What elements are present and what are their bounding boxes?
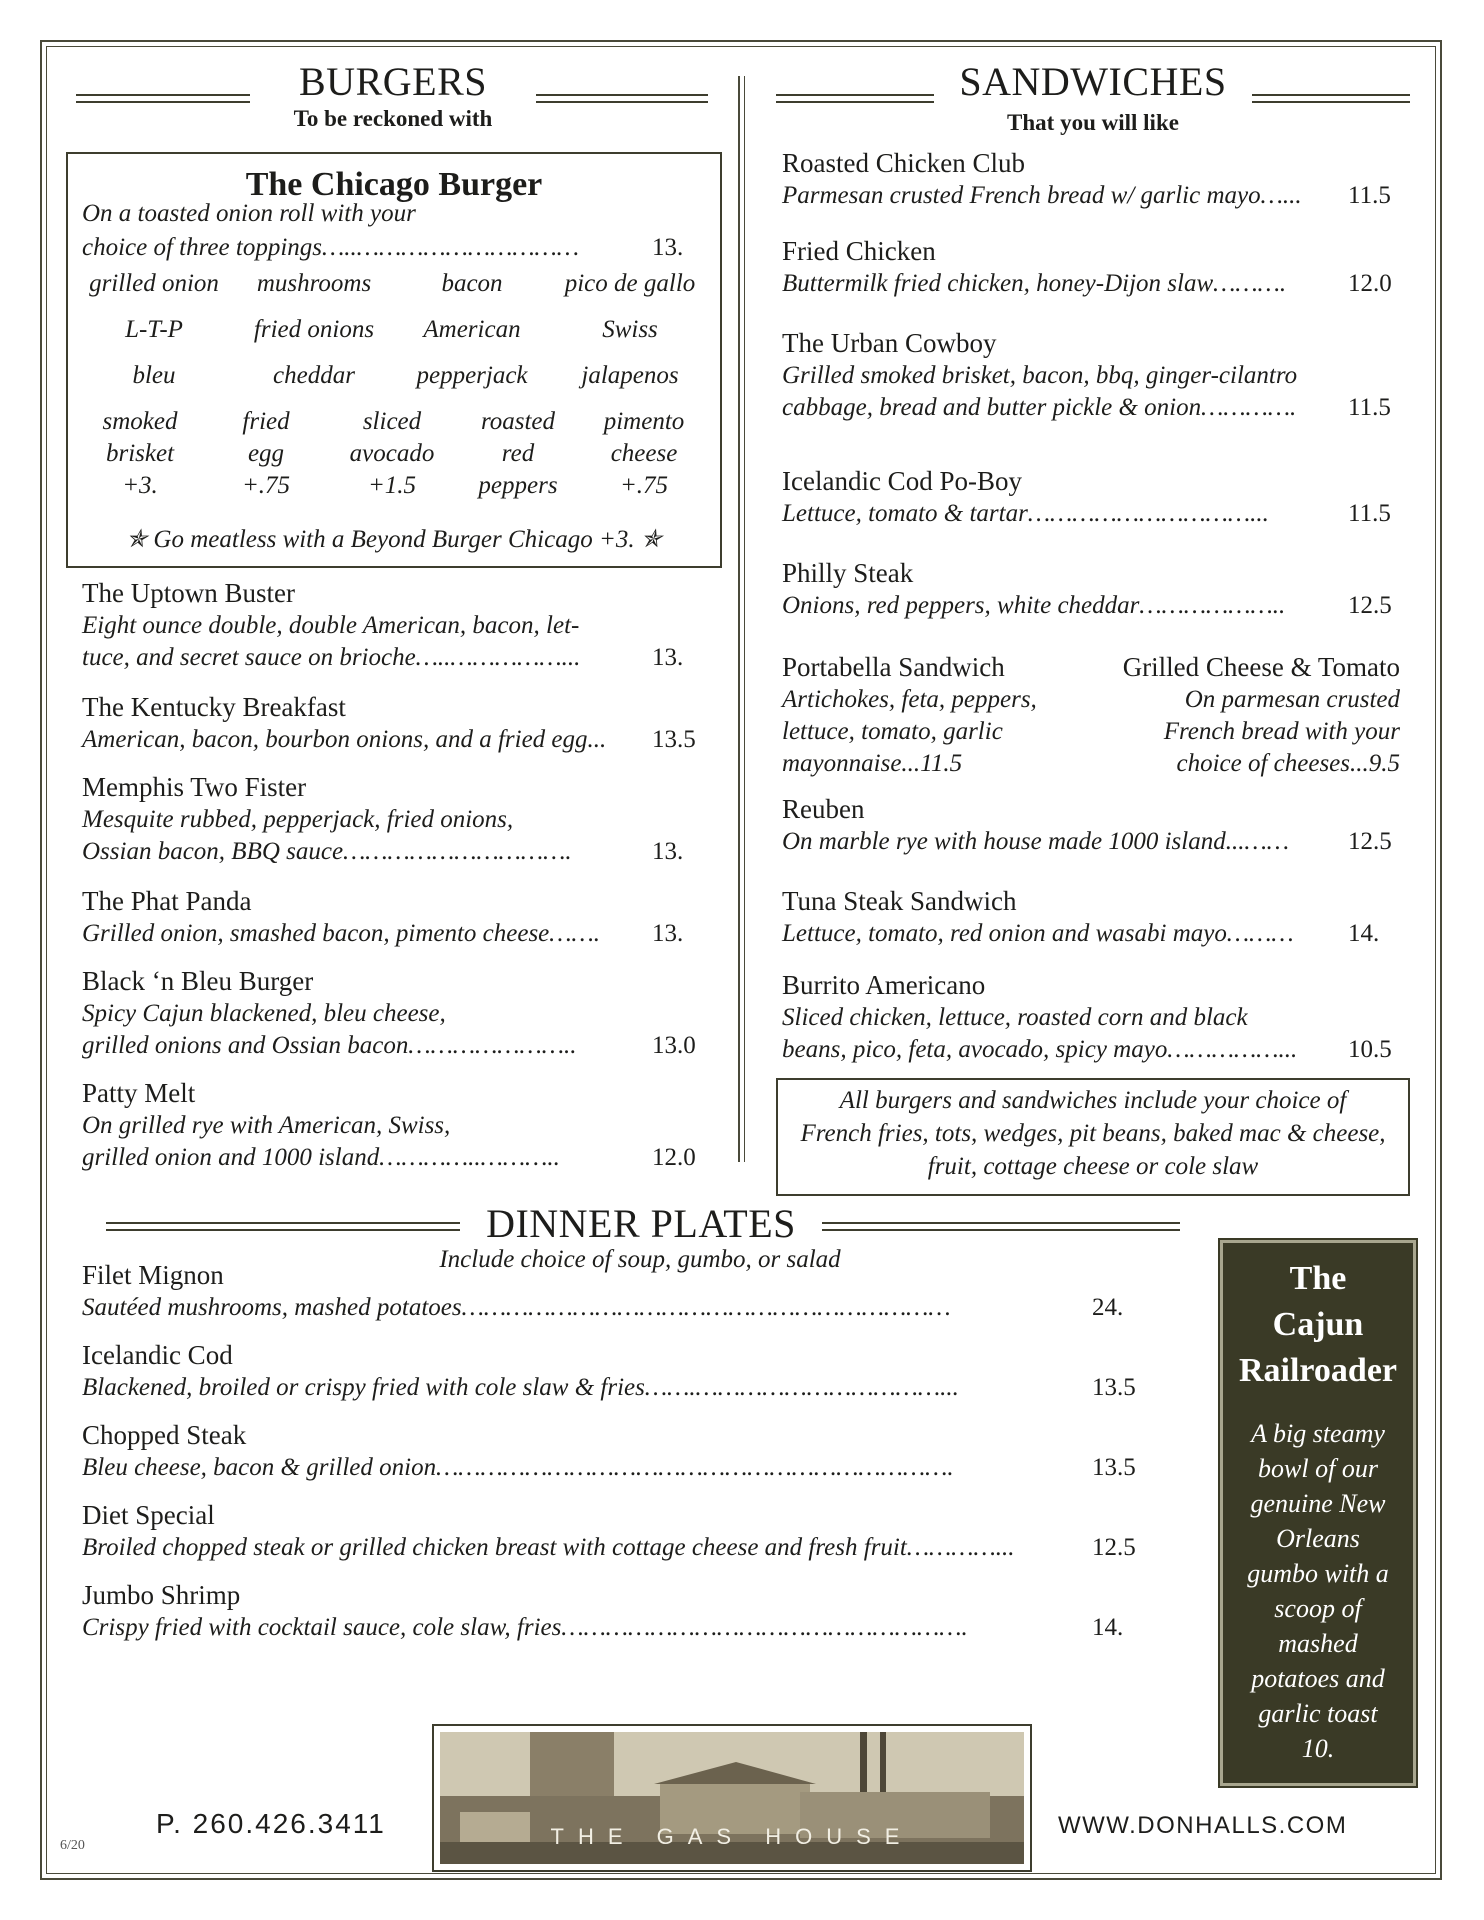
dinner-title: DINNER PLATES [486, 1201, 796, 1246]
menu-item: Filet Mignon Sautéed mushrooms, mashed potatoes………………………………………………………… [82, 1260, 951, 1321]
topping: bleu [132, 362, 176, 389]
extra-topping: pimento cheese +.75 [603, 408, 685, 499]
cajun-railroader-title: The Cajun Railroader [1238, 1260, 1397, 1389]
dinner-rule-right [822, 1222, 1180, 1231]
item-price: 14. [1092, 1614, 1124, 1641]
topping: L-T-P [125, 316, 183, 343]
item-price: 24. [1092, 1294, 1124, 1321]
item-price: 13.5 [1092, 1374, 1136, 1401]
item-price: 12.0 [652, 1144, 696, 1171]
item-price: 13.5 [652, 726, 696, 753]
date-code: 6/20 [60, 1838, 85, 1853]
item-price: 11.5 [1348, 182, 1391, 209]
menu-item: Fried Chicken Buttermilk fried chicken, honey-Dijon slaw………. [782, 236, 1287, 297]
topping: American [423, 316, 521, 343]
topping: pepperjack [416, 362, 528, 389]
chicago-desc-line1: On a toasted onion roll with your [82, 200, 416, 227]
column-divider [738, 76, 740, 1162]
menu-item: The Uptown Buster Eight ounce double, double American, bacon, let- tuce, and secret sauce on brioche…..……………... [82, 578, 581, 671]
menu-item: Icelandic Cod Po-Boy Lettuce, tomato & tartar…………………………... [782, 466, 1269, 527]
extra-topping: fried egg +.75 [241, 408, 291, 499]
photo-caption: THE GAS HOUSE [550, 1824, 914, 1849]
item-price: 14. [1348, 920, 1380, 947]
item-price: 13. [652, 838, 684, 865]
menu-item: Chopped Steak Bleu cheese, bacon & grilled onion……………………………………………………………. [82, 1420, 954, 1481]
item-price: 10.5 [1348, 1036, 1392, 1063]
menu-item: Tuna Steak Sandwich Lettuce, tomato, red onion and wasabi mayo……… [782, 886, 1294, 947]
topping: fried onions [253, 316, 375, 343]
sandwiches-rule-left [776, 94, 934, 103]
menu-item: Burrito Americano Sliced chicken, lettuce, roasted corn and black beans, pico, feta, avocado, spicy mayo……………... [782, 970, 1298, 1063]
item-price: 13.0 [652, 1032, 696, 1059]
topping: Swiss [602, 316, 658, 343]
dinner-subtitle: Include choice of soup, gumbo, or salad [439, 1246, 841, 1273]
item-price: 12.5 [1348, 592, 1392, 619]
menu-item: Memphis Two Fister Mesquite rubbed, pepperjack, fried onions, Ossian bacon, BBQ sauce…………………………. [82, 772, 572, 865]
menu-item: Philly Steak Onions, red peppers, white cheddar……………….. [782, 558, 1286, 619]
item-price: 11.5 [1348, 394, 1391, 421]
item-price: 11.5 [1348, 500, 1391, 527]
topping: bacon [441, 270, 503, 297]
extra-topping: smoked brisket +3. [102, 408, 178, 499]
gas-house-photo [432, 1724, 1032, 1872]
sides-note: All burgers and sandwiches include your choice of French fries, tots, wedges, pit beans, baked mac & cheese, fruit, cottage cheese or cole slaw [800, 1087, 1386, 1180]
chicago-price: 13. [652, 234, 684, 261]
item-price: 13.5 [1092, 1454, 1136, 1481]
item-price: 12.5 [1348, 828, 1392, 855]
burgers-subtitle: To be reckoned with [293, 106, 493, 131]
menu-item: Jumbo Shrimp Crispy fried with cocktail sauce, cole slaw, fries………………………………………………. [82, 1580, 968, 1641]
column-divider-inner [744, 76, 745, 1162]
item-price: 12.0 [1348, 270, 1392, 297]
burgers-title: BURGERS [299, 59, 487, 104]
sandwiches-subtitle: That you will like [1007, 110, 1179, 135]
item-price: 12.5 [1092, 1534, 1136, 1561]
sandwiches-rule-right [1252, 94, 1410, 103]
dinner-rule-left [106, 1222, 460, 1231]
phone-number: P. 260.426.3411 [156, 1808, 386, 1839]
chicago-desc-line2: choice of three toppings…..………………………… [82, 234, 580, 261]
topping: grilled onion [89, 270, 219, 297]
item-price: 13. [652, 920, 684, 947]
cajun-railroader-desc: A big steamy bowl of our genuine New Orleans gumbo with a scoop of mashed potatoes and garlic toast 10. [1247, 1419, 1389, 1763]
extra-topping: roasted red peppers [478, 408, 558, 499]
menu-item: The Phat Panda Grilled onion, smashed bacon, pimento cheese……. [82, 886, 600, 947]
menu-item: Patty Melt On grilled rye with American, Swiss, grilled onion and 1000 island…………..……….. [82, 1078, 560, 1171]
menu-item: The Kentucky Breakfast American, bacon, bourbon onions, and a fried egg... [82, 692, 607, 753]
topping: pico de gallo [564, 270, 696, 297]
menu-item-grilled-cheese: Grilled Cheese & Tomato On parmesan crusted French bread with your choice of cheeses...9.5 [1122, 652, 1400, 777]
menu-item: The Urban Cowboy Grilled smoked brisket, bacon, bbq, ginger-cilantro cabbage, bread and butter pickle & onion…………. [782, 328, 1298, 421]
extra-topping: sliced avocado +1.5 [349, 408, 435, 499]
burgers-rule-right [536, 94, 708, 103]
chicago-burger-title: The Chicago Burger [245, 166, 543, 203]
website-link[interactable]: WWW.DONHALLS.COM [1058, 1812, 1348, 1839]
topping: mushrooms [256, 270, 372, 297]
menu-item: Roasted Chicken Club Parmesan crusted French bread w/ garlic mayo…... [782, 148, 1302, 209]
menu-item: Icelandic Cod Blackened, broiled or crispy fried with cole slaw & fries…….……………………………... [82, 1340, 959, 1401]
menu-item: Diet Special Broiled chopped steak or grilled chicken breast with cottage cheese and fresh fruit…………... [82, 1500, 1015, 1561]
topping: cheddar [273, 362, 355, 389]
menu-item: Reuben On marble rye with house made 1000 island...…… [782, 794, 1289, 855]
menu-item-portabella: Portabella Sandwich Artichokes, feta, peppers, lettuce, tomato, garlic mayonnaise...11.5 [782, 652, 1037, 777]
sandwiches-title: SANDWICHES [959, 59, 1227, 104]
meatless-note: ✯ Go meatless with a Beyond Burger Chicago +3. ✯ [126, 526, 662, 553]
burgers-rule-left [76, 94, 250, 103]
topping: jalapenos [581, 362, 679, 389]
item-price: 13. [652, 644, 684, 671]
menu-item: Black ‘n Bleu Burger Spicy Cajun blackened, bleu cheese, grilled onions and Ossian bacon………………….. [82, 966, 577, 1059]
